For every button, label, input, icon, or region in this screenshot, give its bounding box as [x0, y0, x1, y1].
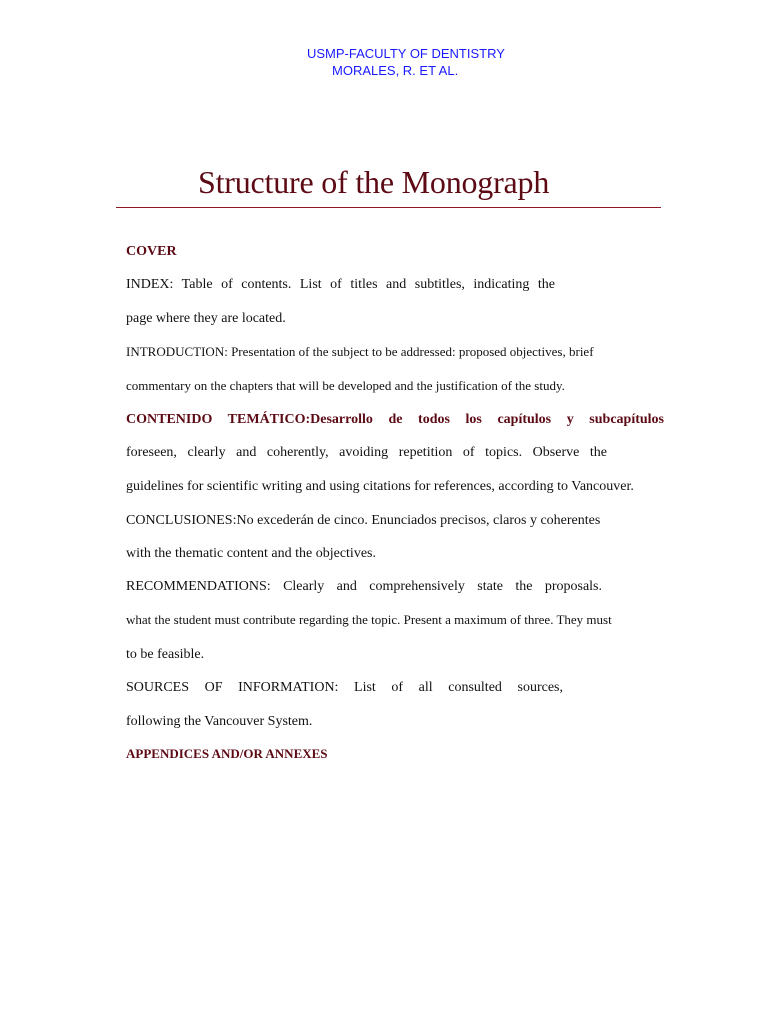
sources-line-1: SOURCES OF INFORMATION: List of all consulted sources,: [126, 680, 563, 695]
header-authors: MORALES, R. ET AL.: [332, 63, 459, 78]
section-appendices: APPENDICES AND/OR ANNEXES: [126, 746, 328, 761]
conclusiones-line-2: with the thematic content and the objectives.: [126, 546, 376, 561]
intro-line-1: INTRODUCTION: Presentation of the subject to be addressed: proposed objectives, brief: [126, 344, 594, 359]
conclusiones-line-1: CONCLUSIONES:No excederán de cinco. Enunciados precisos, claros y coherentes: [126, 513, 601, 528]
recommendations-line-2: what the student must contribute regarding the topic. Present a maximum of three. They must: [126, 612, 612, 627]
contenido-line-3: guidelines for scientific writing and using citations for references, according to Vancouver.: [126, 479, 634, 494]
header-faculty: USMP-FACULTY OF DENTISTRY: [307, 46, 505, 61]
contenido-line-2: foreseen, clearly and coherently, avoiding repetition of topics. Observe the: [126, 445, 607, 460]
recommendations-line-3: to be feasible.: [126, 647, 205, 662]
title-underline: [116, 207, 661, 208]
recommendations-line-1: RECOMMENDATIONS: Clearly and comprehensively state the proposals.: [126, 579, 602, 594]
section-cover: COVER: [126, 244, 177, 259]
intro-line-2: commentary on the chapters that will be developed and the justification of the study.: [126, 378, 565, 393]
contenido-line-1: CONTENIDO TEMÁTICO:Desarrollo de todos los capítulos y subcapítulos: [126, 412, 664, 427]
page-title: Structure of the Monograph: [198, 164, 550, 200]
index-line-2: page where they are located.: [126, 311, 286, 326]
index-line-1: INDEX: Table of contents. List of titles and subtitles, indicating the: [126, 277, 555, 292]
sources-line-2: following the Vancouver System.: [126, 714, 313, 729]
